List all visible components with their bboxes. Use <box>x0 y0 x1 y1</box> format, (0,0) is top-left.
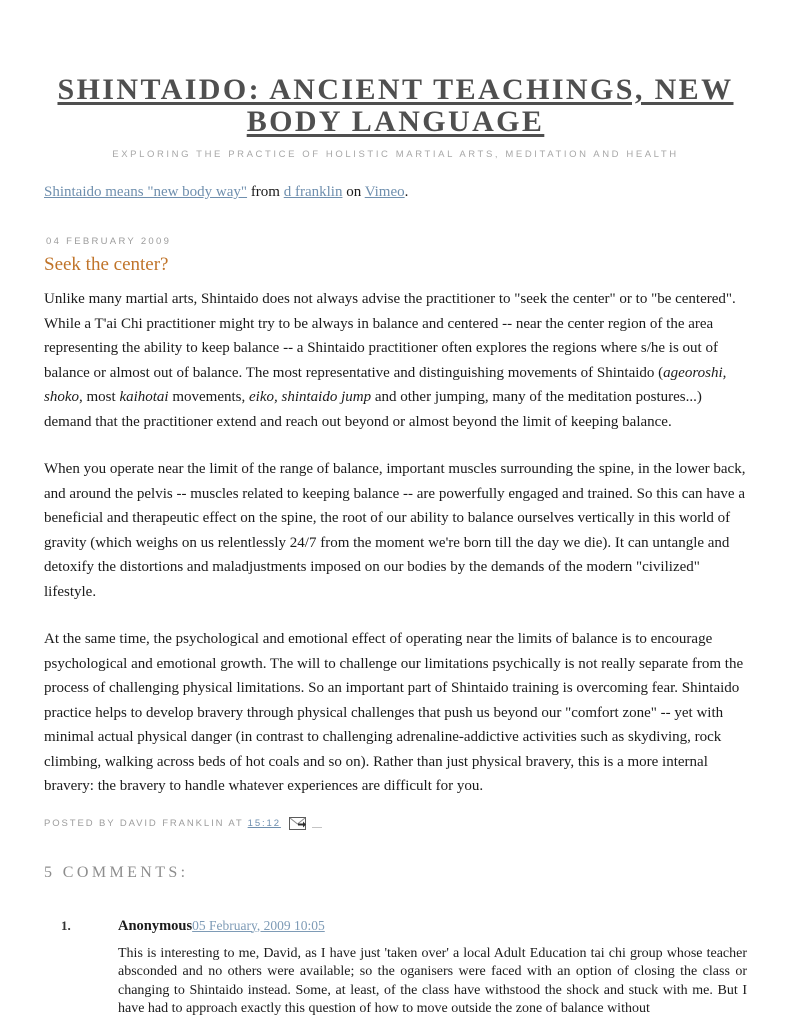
term-kaihotai: kaihotai <box>119 389 169 405</box>
comment-date-link[interactable]: 05 February, 2009 10:05 <box>192 917 325 933</box>
term-ageoroshi-shoko: ageoroshi, shoko <box>44 364 727 405</box>
comment-author-line <box>118 916 747 936</box>
post-paragraph-3: At the same time, the psychological and emotional effect of operating near the limits of balance is to encourage psychological and emotional growth. The will to challenge our limitations psychically is not really separate from the process of challenging physical limitations. So an important part of Shintaido training is overcoming fear. Shintaido practice helps to develop bravery through physical challenges that push us beyond our "comfort zone" -- yet with minimal actual physical danger (in contrast to challenging adrenaline-addictive activities such as skydiving, rock climbing, walking across beds of hot coals and so on). Rather than just physical bravery, this is a more internal bravery: the bravery to handle whatever experiences are difficult for you. <box>44 631 744 794</box>
comment-item <box>74 916 747 1019</box>
video-credit-period: . <box>404 184 409 200</box>
comment-list <box>44 916 747 1019</box>
comments-heading: 5 COMMENTS: <box>44 863 189 881</box>
blog-title-link[interactable]: SHINTAIDO: ANCIENT TEACHINGS, NEW BODY LANGUAGE <box>57 73 734 138</box>
blog-header <box>44 0 747 160</box>
comment-author: Anonymous <box>118 917 193 934</box>
blog-subtitle: EXPLORING THE PRACTICE OF HOLISTIC MARTIAL ARTS, MEDITATION AND HEALTH <box>112 149 679 160</box>
comment-body: This is interesting to me, David, as I have just 'taken over' a local Adult Education tai chi group whose teacher absconded and no others were available; so the oganisers were faced with an option of closing the class or changing to Shintaido instead. Some, at least, of the class have withstood the shock and stuck with me. But I have had to approach exactly this question of how to move outside the zone of balance without <box>118 945 747 1016</box>
footer-divider-rule <box>312 818 322 828</box>
blog-post <box>44 236 747 830</box>
paragraph-1-part-a: Unlike many martial arts, Shintaido does not always advise the practitioner to "seek the center" or to "be centered". While a T'ai Chi practitioner might try to be always in balance and centered -- near the center region of the area representing the ability to keep balance -- a Shintaido practitioner often explores the regions where s/he is out of balance or almost out of balance. The most representative and distinguishing movements of Shintaido ( <box>44 291 736 381</box>
post-footer <box>44 817 747 830</box>
comment-inner <box>118 916 747 1019</box>
paragraph-1-part-c: movements, <box>168 389 250 405</box>
video-credit-from: from <box>247 184 284 200</box>
paragraph-1-part-b: , most <box>79 389 120 405</box>
post-paragraph-1 <box>44 287 747 434</box>
post-body <box>44 287 747 799</box>
comments-section <box>44 864 747 1019</box>
post-paragraph-2: When you operate near the limit of the range of balance, important muscles surrounding the spine, in the lower back, and around the pelvis -- muscles related to keeping balance -- are powerfully engaged and trained. So this can have a beneficial and therapeutic effect on the spine, the root of our ability to balance ourselves vertically in this world of gravity (which weighs on us relentlessly 24/7 from the moment we're born till the day we die). It can untangle and detoxify the distortions and maladjustments imposed on our bodies by the demands of the modern "civilized" lifestyle. <box>44 461 746 600</box>
video-platform-link[interactable]: Vimeo <box>364 184 405 200</box>
post-date-header: 04 FEBRUARY 2009 <box>46 236 172 247</box>
video-title-link[interactable]: Shintaido means "new body way" <box>44 184 248 200</box>
video-credit-line <box>44 182 747 202</box>
term-eiko-shintaido-jump: eiko, shintaido jump <box>249 389 372 405</box>
video-author-link[interactable]: d franklin <box>283 184 343 200</box>
video-credit-on: on <box>342 184 365 200</box>
post-author-label: POSTED BY DAVID FRANKLIN AT <box>44 817 244 829</box>
post-timestamp-link[interactable]: 15:12 <box>247 817 281 829</box>
paragraph-1-part-d: and other jumping, many of the meditation postures...) demand that the practitioner extend and reach out beyond or almost beyond the limit of keeping balance. <box>44 389 702 430</box>
post-title: Seek the center? <box>44 254 169 275</box>
blog-title <box>44 74 747 138</box>
email-post-icon[interactable] <box>289 817 306 830</box>
